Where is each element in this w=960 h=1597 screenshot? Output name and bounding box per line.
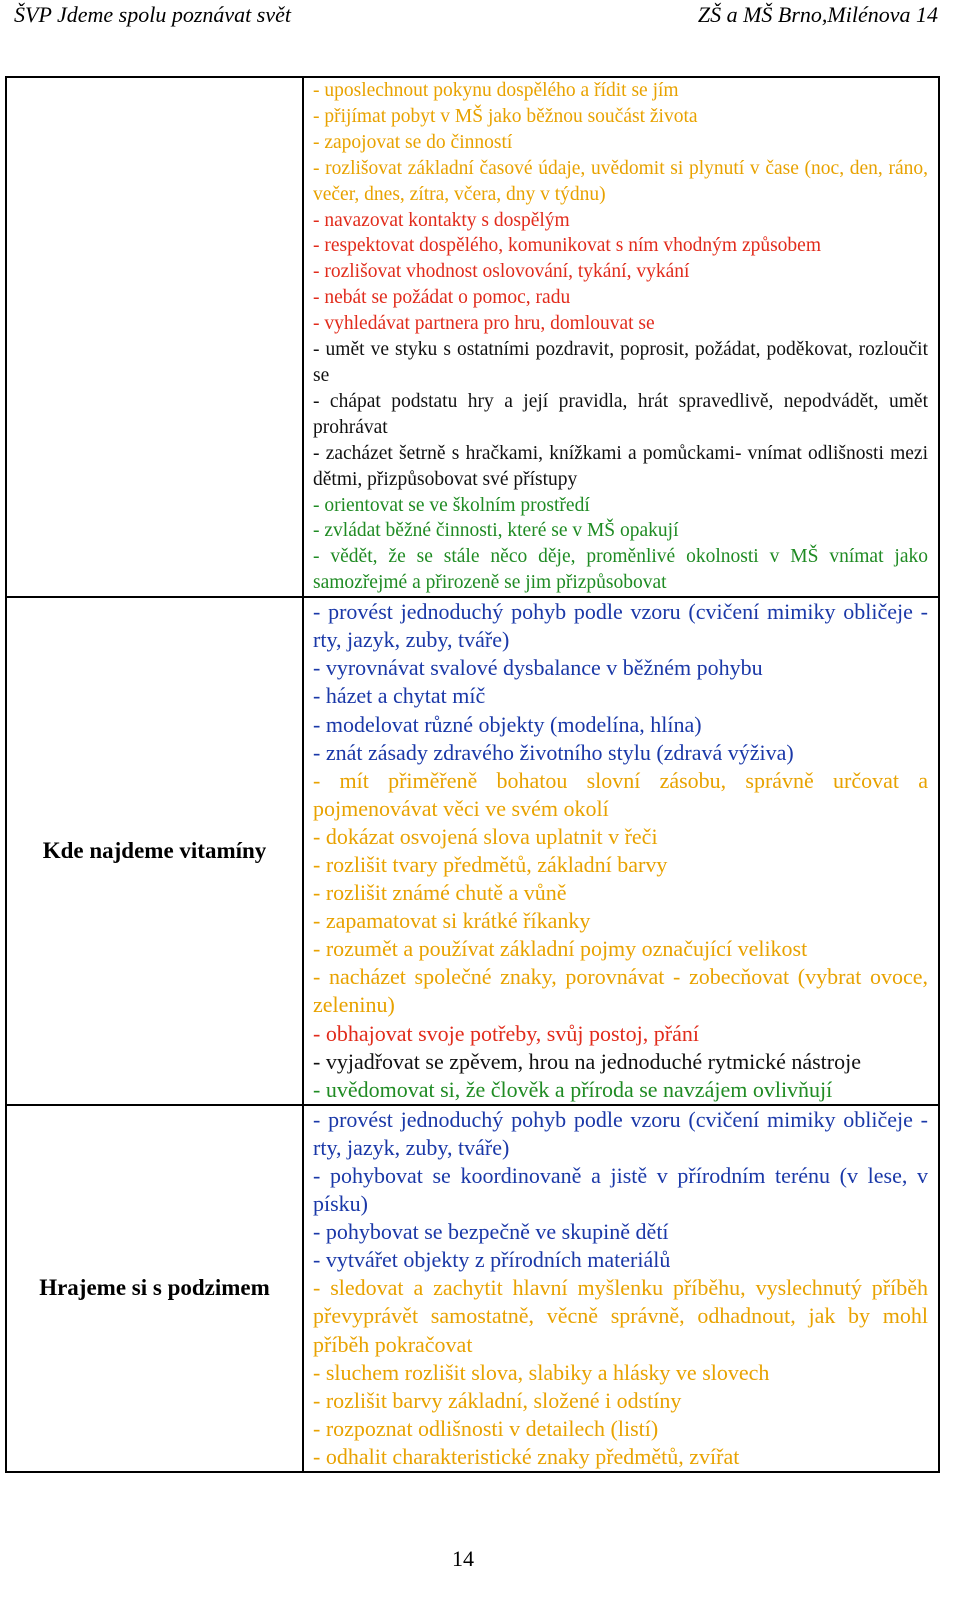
goal-item: - provést jednoduchý pohyb podle vzoru (cvičení mimiky obličeje - rty, jazyk, zuby, tváře) bbox=[313, 1106, 928, 1160]
goal-item: - modelovat různé objekty (modelína, hlína) bbox=[313, 711, 702, 737]
goal-item: - nacházet společné znaky, porovnávat - zobecňovat (vybrat ovoce, zeleninu) bbox=[313, 964, 928, 1018]
goal-item: - sledovat a zachytit hlavní myšlenku příběhu, vyslechnutý příběh převyprávět samostatně, věcně správně, odhadnout, jak by mohl příběh pokračovat bbox=[313, 1275, 928, 1357]
goal-item: - odhalit charakteristické znaky předmětů, zvířat bbox=[313, 1443, 740, 1469]
goal-item: - orientovat se ve školním prostředí bbox=[313, 494, 590, 516]
goal-item: - vědět, že se stále něco děje, proměnlivé okolnosti v MŠ vnímat jako samozřejmé a přirozeně se jim přizpůsobovat bbox=[313, 546, 928, 594]
goal-item: - provést jednoduchý pohyb podle vzoru (cvičení mimiky obličeje - rty, jazyk, zuby, tváře) bbox=[313, 599, 928, 653]
goal-item: - mít přiměřeně bohatou slovní zásobu, správně určovat a pojmenovávat věci ve svém okolí bbox=[313, 767, 928, 821]
goals-cell bbox=[303, 77, 939, 597]
goal-item: - uposlechnout pokynu dospělého a řídit se jím bbox=[313, 80, 679, 101]
goal-item: - zacházet šetrně s hračkami, knížkami a pomůckami- vnímat odlišnosti mezi dětmi, přizpůsobovat své přístupy bbox=[313, 442, 928, 490]
goal-item: - vyhledávat partnera pro hru, domlouvat se bbox=[313, 313, 655, 335]
topic-cell: Hrajeme si s podzimem bbox=[6, 1105, 303, 1472]
header-left: ŠVP Jdeme spolu poznávat svět bbox=[14, 2, 291, 27]
goal-item: - obhajovat svoje potřeby, svůj postoj, přání bbox=[313, 1020, 699, 1046]
goal-item: - vytvářet objekty z přírodních materiálů bbox=[313, 1247, 671, 1273]
goal-item: - pohybovat se koordinovaně a jistě v přírodním terénu (v lese, v písku) bbox=[313, 1163, 928, 1217]
curriculum-table bbox=[5, 76, 940, 1473]
page-header bbox=[14, 2, 938, 32]
goal-item: - dokázat osvojená slova uplatnit v řeči bbox=[313, 823, 658, 849]
goal-item: - respektovat dospělého, komunikovat s ním vhodným způsobem bbox=[313, 235, 822, 257]
goal-item: - znát zásady zdravého životního stylu (zdravá výživa) bbox=[313, 739, 794, 765]
goal-item: - zapojovat se do činností bbox=[313, 131, 513, 153]
goal-item: - uvědomovat si, že člověk a příroda se navzájem ovlivňují bbox=[313, 1076, 833, 1102]
goal-item: - vyrovnávat svalové dysbalance v běžném pohybu bbox=[313, 655, 763, 681]
goal-item: - chápat podstatu hry a její pravidla, hrát spravedlivě, nepodvádět, umět prohrávat bbox=[313, 390, 928, 438]
goal-item: - rozlišovat vhodnost oslovování, tykání, vykání bbox=[313, 261, 690, 283]
topic-cell: Kde najdeme vitamíny bbox=[6, 597, 303, 1105]
goal-item: - umět ve styku s ostatními pozdravit, poprosit, požádat, poděkovat, rozloučit se bbox=[313, 339, 928, 386]
goal-item: - rozlišit tvary předmětů, základní barvy bbox=[313, 851, 668, 877]
goal-item: - přijímat pobyt v MŠ jako běžnou součást života bbox=[313, 105, 698, 127]
table-row bbox=[6, 77, 939, 597]
goal-item: - vyjadřovat se zpěvem, hrou na jednoduché rytmické nástroje bbox=[313, 1048, 861, 1074]
goal-item: - nebát se požádat o pomoc, radu bbox=[313, 287, 571, 309]
goal-item: - zvládat běžné činnosti, které se v MŠ opakují bbox=[313, 520, 679, 542]
topic-cell bbox=[6, 77, 303, 597]
page-number: 14 bbox=[452, 1546, 474, 1571]
goal-item: - rozpoznat odlišnosti v detailech (listí) bbox=[313, 1415, 659, 1441]
goal-item: - rozlišit barvy základní, složené i odstíny bbox=[313, 1387, 682, 1413]
goal-item: - sluchem rozlišit slova, slabiky a hlásky ve slovech bbox=[313, 1359, 770, 1385]
table-row bbox=[6, 597, 939, 1105]
goal-item: - pohybovat se bezpečně ve skupině dětí bbox=[313, 1219, 669, 1245]
header-right: ZŠ a MŠ Brno,Milénova 14 bbox=[697, 2, 938, 27]
goal-item: - navazovat kontakty s dospělým bbox=[313, 209, 570, 231]
goals-cell bbox=[303, 1105, 939, 1472]
goal-item: - házet a chytat míč bbox=[313, 683, 486, 709]
goals-cell bbox=[303, 597, 939, 1105]
goal-item: - rozumět a používat základní pojmy označující velikost bbox=[313, 936, 808, 962]
table-row bbox=[6, 1105, 939, 1472]
goal-item: - zapamatovat si krátké říkanky bbox=[313, 908, 591, 934]
goal-item: - rozlišit známé chutě a vůně bbox=[313, 880, 567, 906]
goal-item: - rozlišovat základní časové údaje, uvědomit si plynutí v čase (noc, den, ráno, večer, dnes, zítra, včera, dny v týdnu) bbox=[313, 157, 928, 205]
